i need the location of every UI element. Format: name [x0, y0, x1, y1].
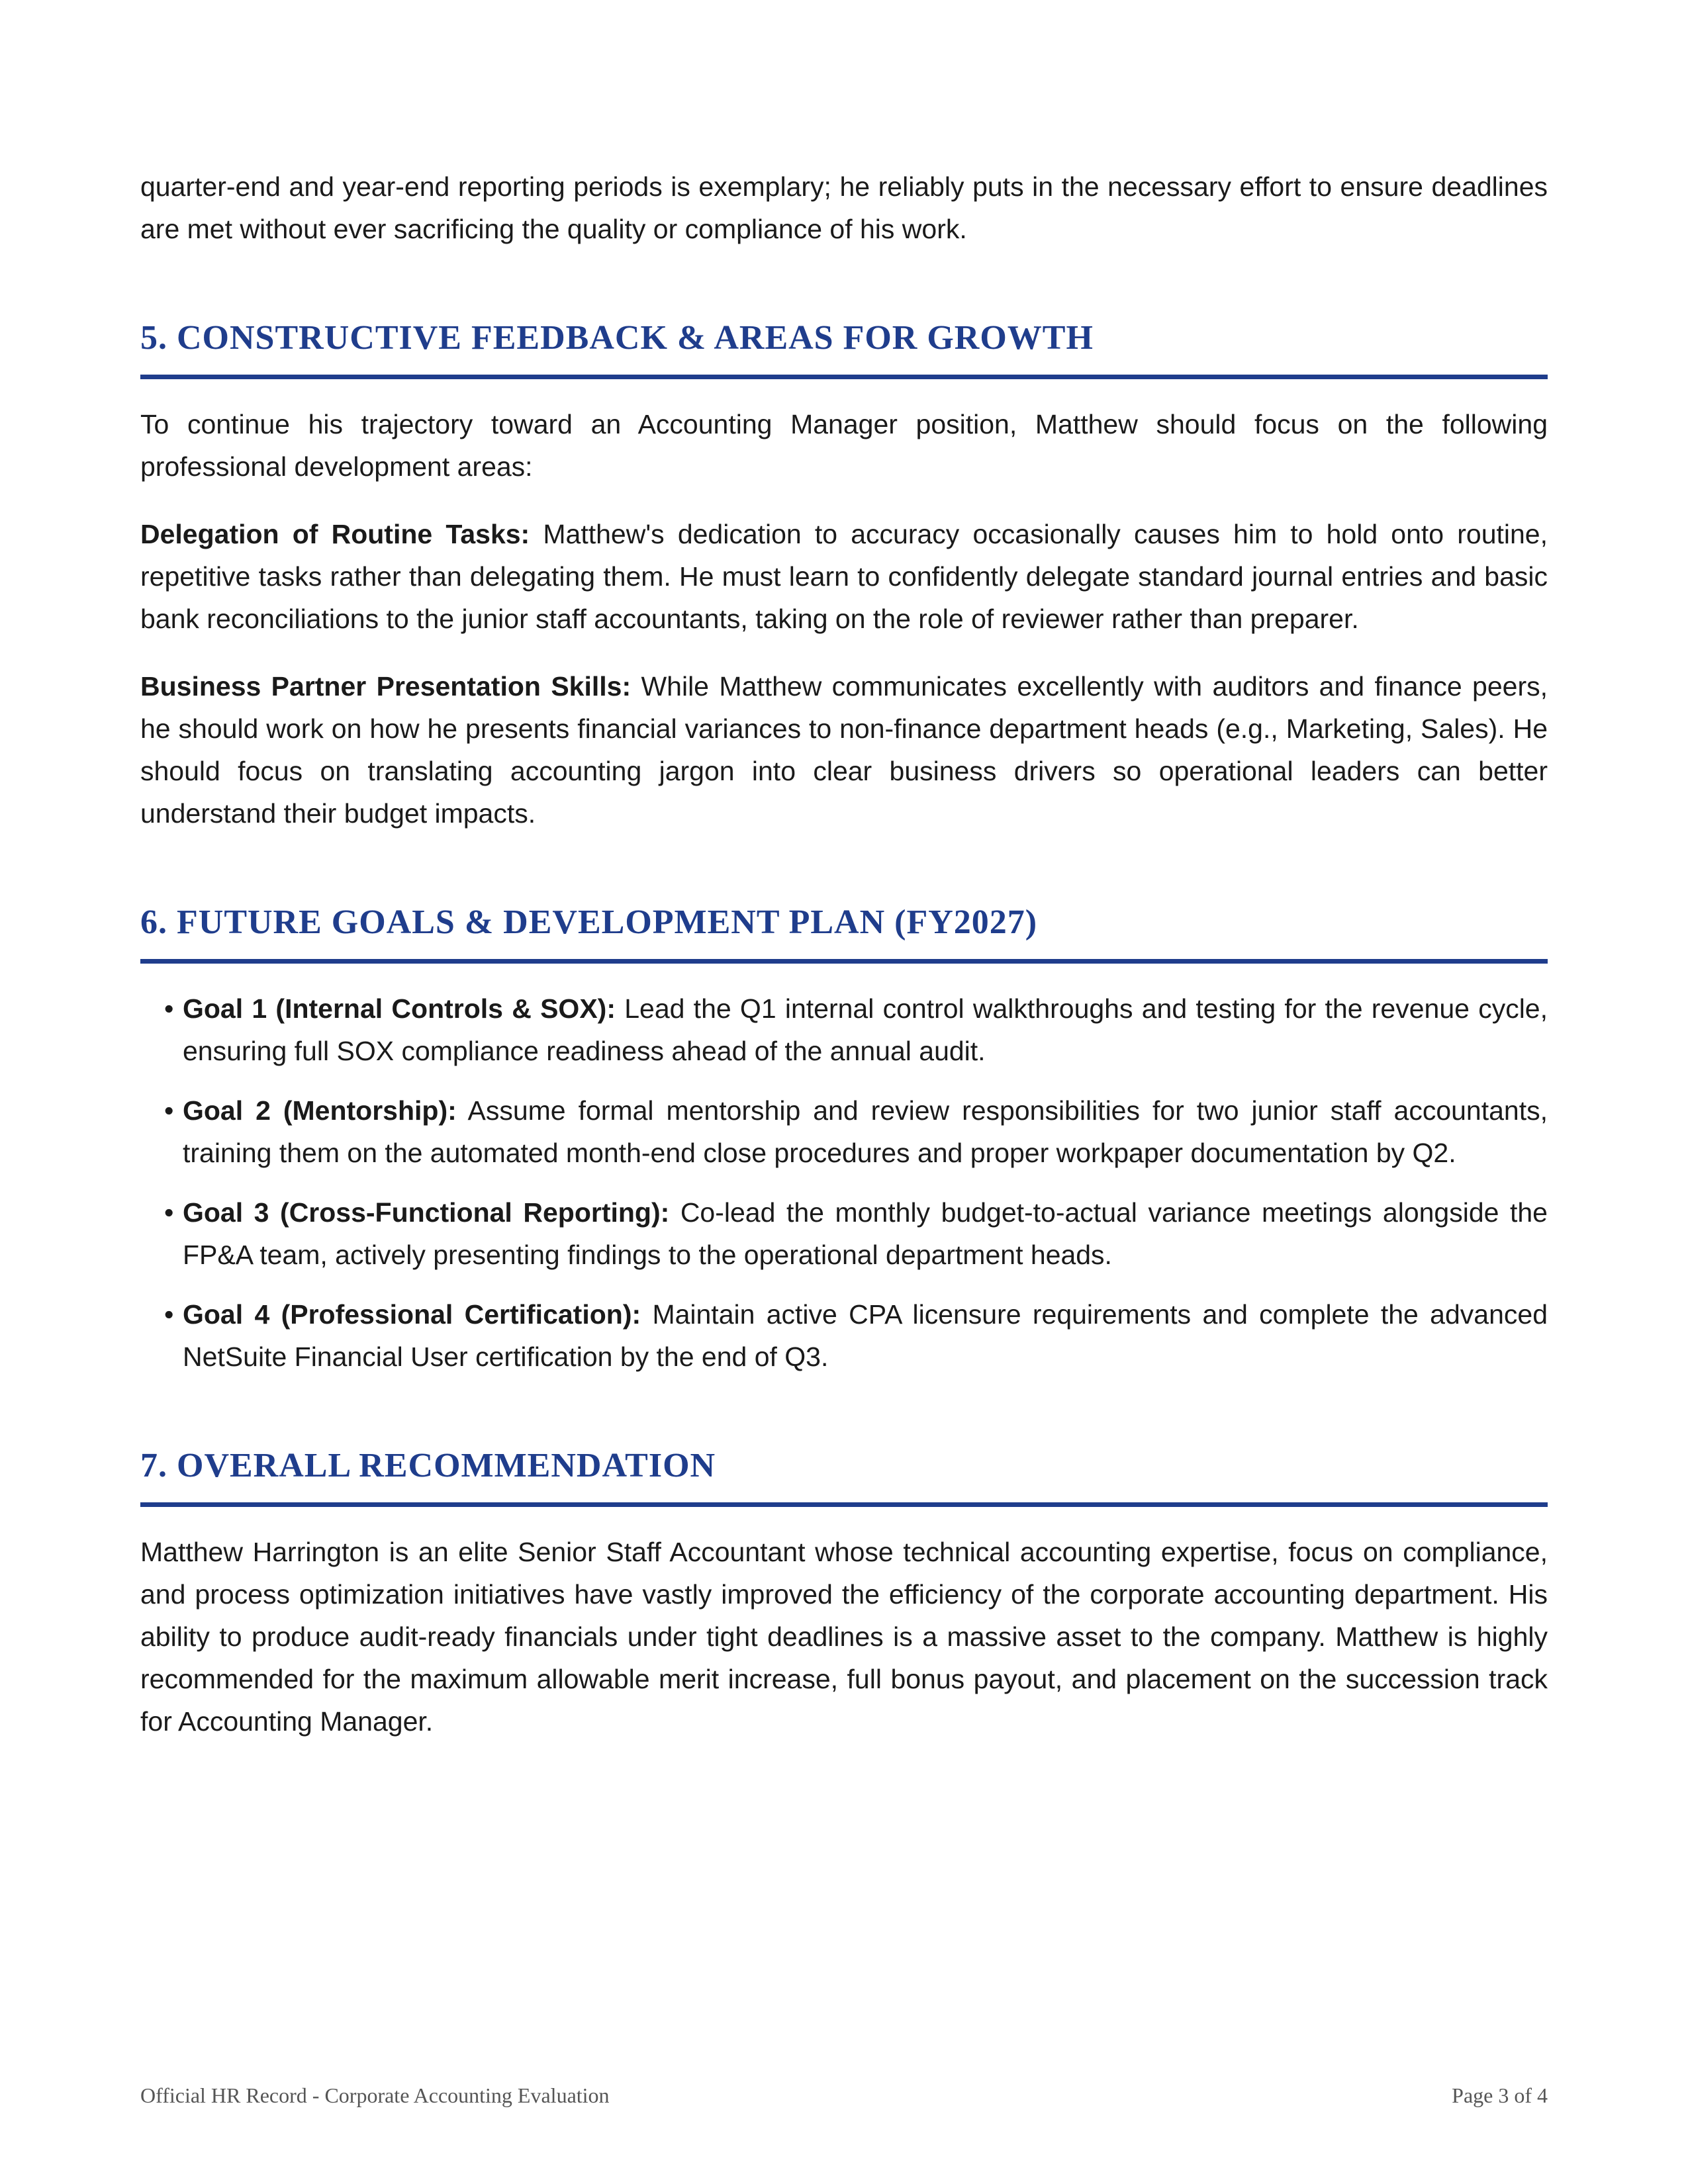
feedback-item	[140, 513, 1548, 640]
goal-text: Co-lead the monthly budget-to-actual variance meetings alongside the FP&A team, actively presenting findings to the operational department heads.	[183, 1197, 1548, 1270]
feedback-label: Business Partner Presentation Skills:	[140, 671, 632, 702]
intro-paragraph: quarter-end and year-end reporting periods is exemplary; he reliably puts in the necessary effort to ensure deadlines are met without ever sacrificing the quality or compliance of his work.	[140, 171, 1548, 244]
goal-label: Goal 2 (Mentorship):	[183, 1095, 457, 1126]
section-heading: 6. FUTURE GOALS & DEVELOPMENT PLAN (FY2027)	[140, 901, 1548, 964]
list-item	[140, 1089, 1548, 1174]
list-item	[140, 1191, 1548, 1276]
bullet-icon: •	[164, 1095, 174, 1126]
list-item	[140, 1293, 1548, 1378]
bullet-icon: •	[164, 1299, 174, 1330]
goal-label: Goal 4 (Professional Certification):	[183, 1299, 641, 1330]
goal-label: Goal 3 (Cross-Functional Reporting):	[183, 1197, 670, 1228]
page-number: Page 3 of 4	[1452, 2083, 1548, 2107]
goals-list	[140, 987, 1548, 1378]
section-constructive-feedback	[140, 316, 1548, 835]
goal-text: Assume formal mentorship and review responsibilities for two junior staff accountants, training them on the automated month-end close procedures and proper workpaper documentation by Q2.	[183, 1095, 1548, 1168]
goal-label: Goal 1 (Internal Controls & SOX):	[183, 993, 616, 1024]
bullet-icon: •	[164, 993, 174, 1024]
section-heading: 5. CONSTRUCTIVE FEEDBACK & AREAS FOR GROWTH	[140, 316, 1548, 379]
goal-text: Maintain active CPA licensure requirements and complete the advanced NetSuite Financial User certification by the end of Q3.	[183, 1299, 1548, 1372]
feedback-text: While Matthew communicates excellently with auditors and finance peers, he should work on how he presents financial variances to non-finance department heads (e.g., Marketing, Sales). He should focus on translating accounting jargon into clear business drivers so operational leaders can better understand their budget impacts.	[140, 671, 1548, 829]
section-overall-recommendation	[140, 1444, 1548, 1743]
feedback-label: Delegation of Routine Tasks:	[140, 519, 530, 549]
recommendation-paragraph: Matthew Harrington is an elite Senior Staff Accountant whose technical accounting expertise, focus on compliance, and process optimization initiatives have vastly improved the efficiency of the corporate accounting department. His ability to produce audit-ready financials under tight deadlines is a massive asset to the company. Matthew is highly recommended for the maximum allowable merit increase, full bonus payout, and placement on the succession track for Accounting Manager.	[140, 1537, 1548, 1737]
feedback-item	[140, 665, 1548, 835]
goal-text: Lead the Q1 internal control walkthroughs and testing for the revenue cycle, ensuring full SOX compliance readiness ahead of the annual audit.	[183, 993, 1548, 1066]
section-future-goals	[140, 901, 1548, 1378]
bullet-icon: •	[164, 1197, 174, 1228]
list-item	[140, 987, 1548, 1072]
footer-document-label: Official HR Record - Corporate Accounting Evaluation	[140, 2083, 610, 2107]
page-footer	[140, 2083, 1548, 2108]
feedback-text: Matthew's dedication to accuracy occasionally causes him to hold onto routine, repetitive tasks rather than delegating them. He must learn to confidently delegate standard journal entries and basic bank reconciliations to the junior staff accountants, taking on the role of reviewer rather than preparer.	[140, 519, 1548, 634]
section-intro: To continue his trajectory toward an Accounting Manager position, Matthew should focus on the following professional development areas:	[140, 409, 1548, 482]
document-body	[140, 165, 1548, 1743]
section-heading: 7. OVERALL RECOMMENDATION	[140, 1444, 1548, 1507]
